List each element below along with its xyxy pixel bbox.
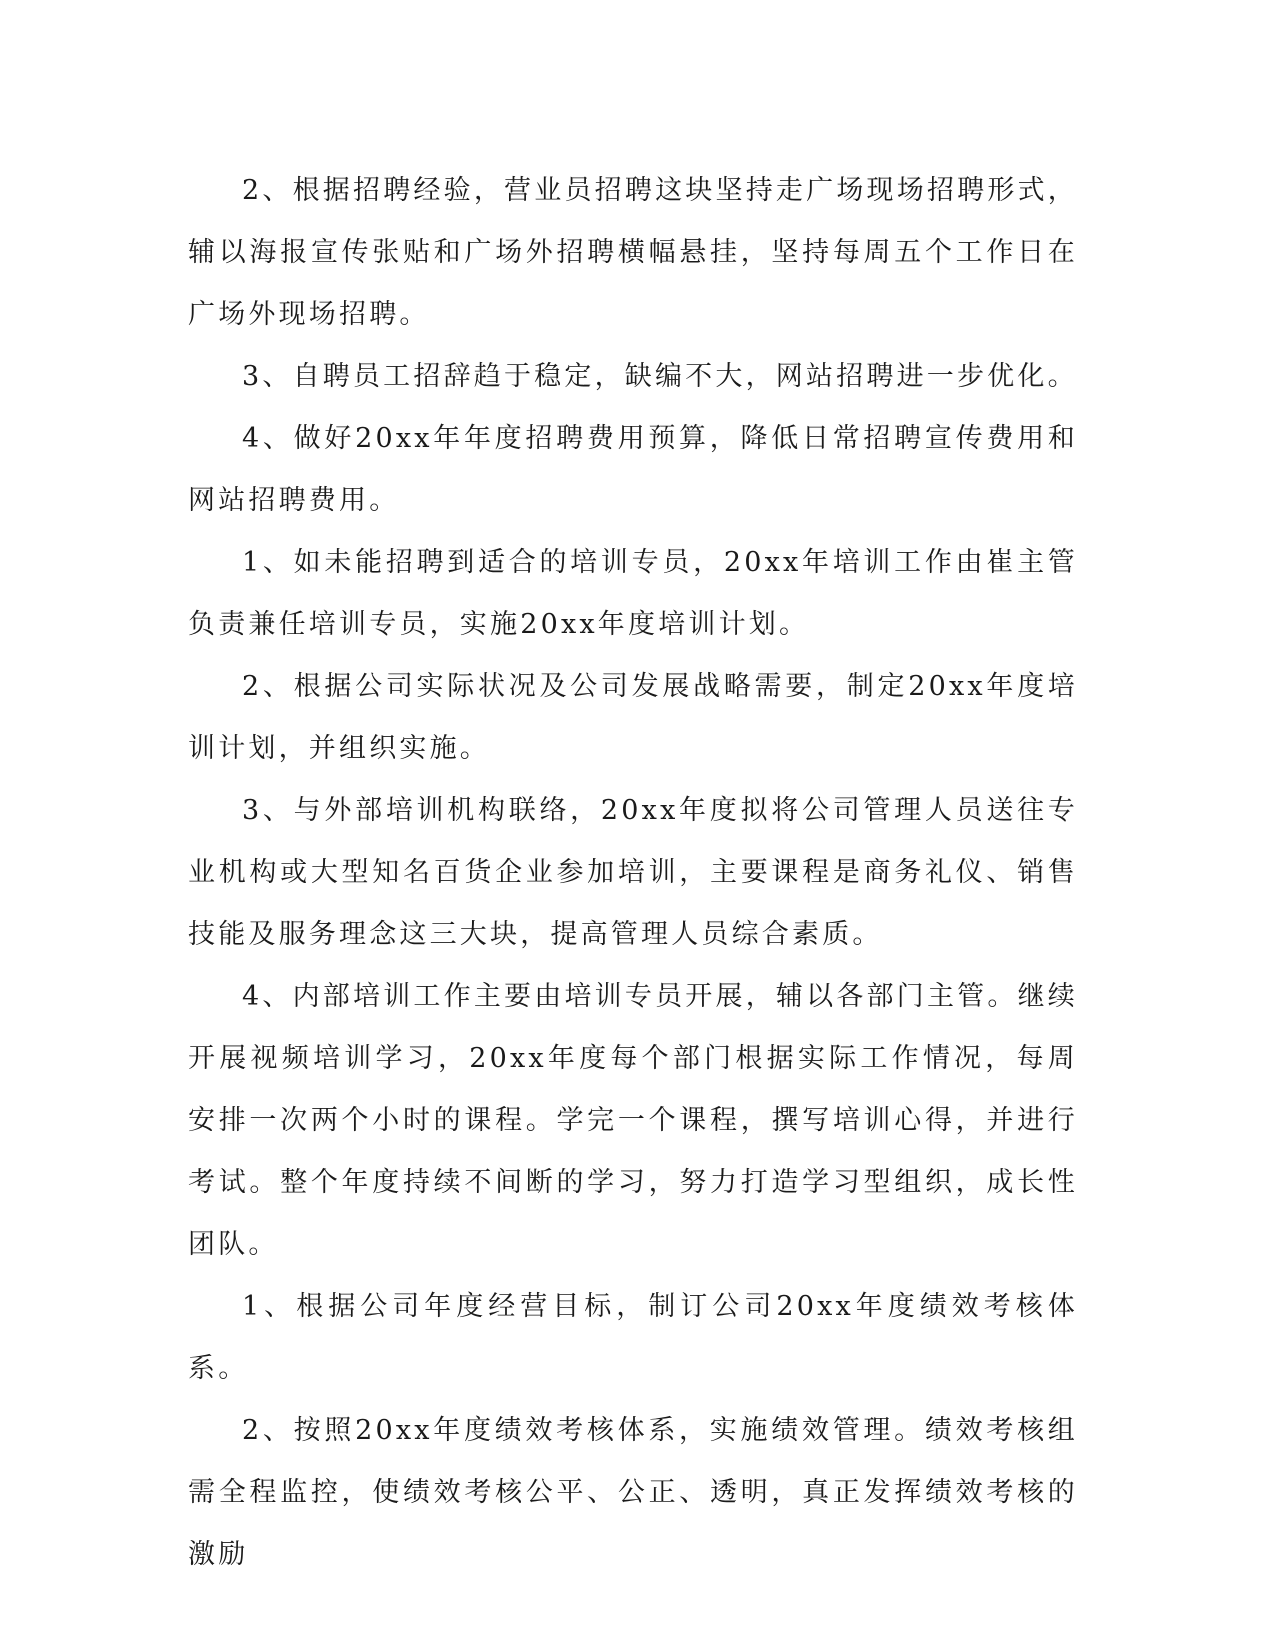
document-body <box>188 160 1078 1586</box>
paragraph-recruitment-3: 3、自聘员工招辞趋于稳定，缺编不大，网站招聘进一步优化。 <box>242 361 1078 392</box>
paragraph-performance-1: 1、根据公司年度经营目标，制订公司20xx年度绩效考核体系。 <box>188 1291 1078 1384</box>
paragraph-recruitment-2: 2、根据招聘经验，营业员招聘这块坚持走广场现场招聘形式，辅以海报宣传张贴和广场外招聘横幅悬挂，坚持每周五个工作日在广场外现场招聘。 <box>188 175 1078 330</box>
paragraph-training-2: 2、根据公司实际状况及公司发展战略需要，制定20xx年度培训计划，并组织实施。 <box>188 671 1078 764</box>
paragraph-training-3: 3、与外部培训机构联络，20xx年度拟将公司管理人员送往专业机构或大型知名百货企业参加培训，主要课程是商务礼仪、销售技能及服务理念这三大块，提高管理人员综合素质。 <box>188 795 1078 950</box>
paragraph-recruitment-4: 4、做好20xx年年度招聘费用预算，降低日常招聘宣传费用和网站招聘费用。 <box>188 423 1078 516</box>
paragraph-performance-2: 2、按照20xx年度绩效考核体系，实施绩效管理。绩效考核组需全程监控，使绩效考核公平、公正、透明，真正发挥绩效考核的激励 <box>188 1415 1078 1570</box>
paragraph-training-4: 4、内部培训工作主要由培训专员开展，辅以各部门主管。继续开展视频培训学习，20xx年度每个部门根据实际工作情况，每周安排一次两个小时的课程。学完一个课程，撰写培训心得，并进行考试。整个年度持续不间断的学习，努力打造学习型组织，成长性团队。 <box>188 981 1078 1260</box>
paragraph-training-1: 1、如未能招聘到适合的培训专员，20xx年培训工作由崔主管负责兼任培训专员，实施20xx年度培训计划。 <box>188 547 1078 640</box>
